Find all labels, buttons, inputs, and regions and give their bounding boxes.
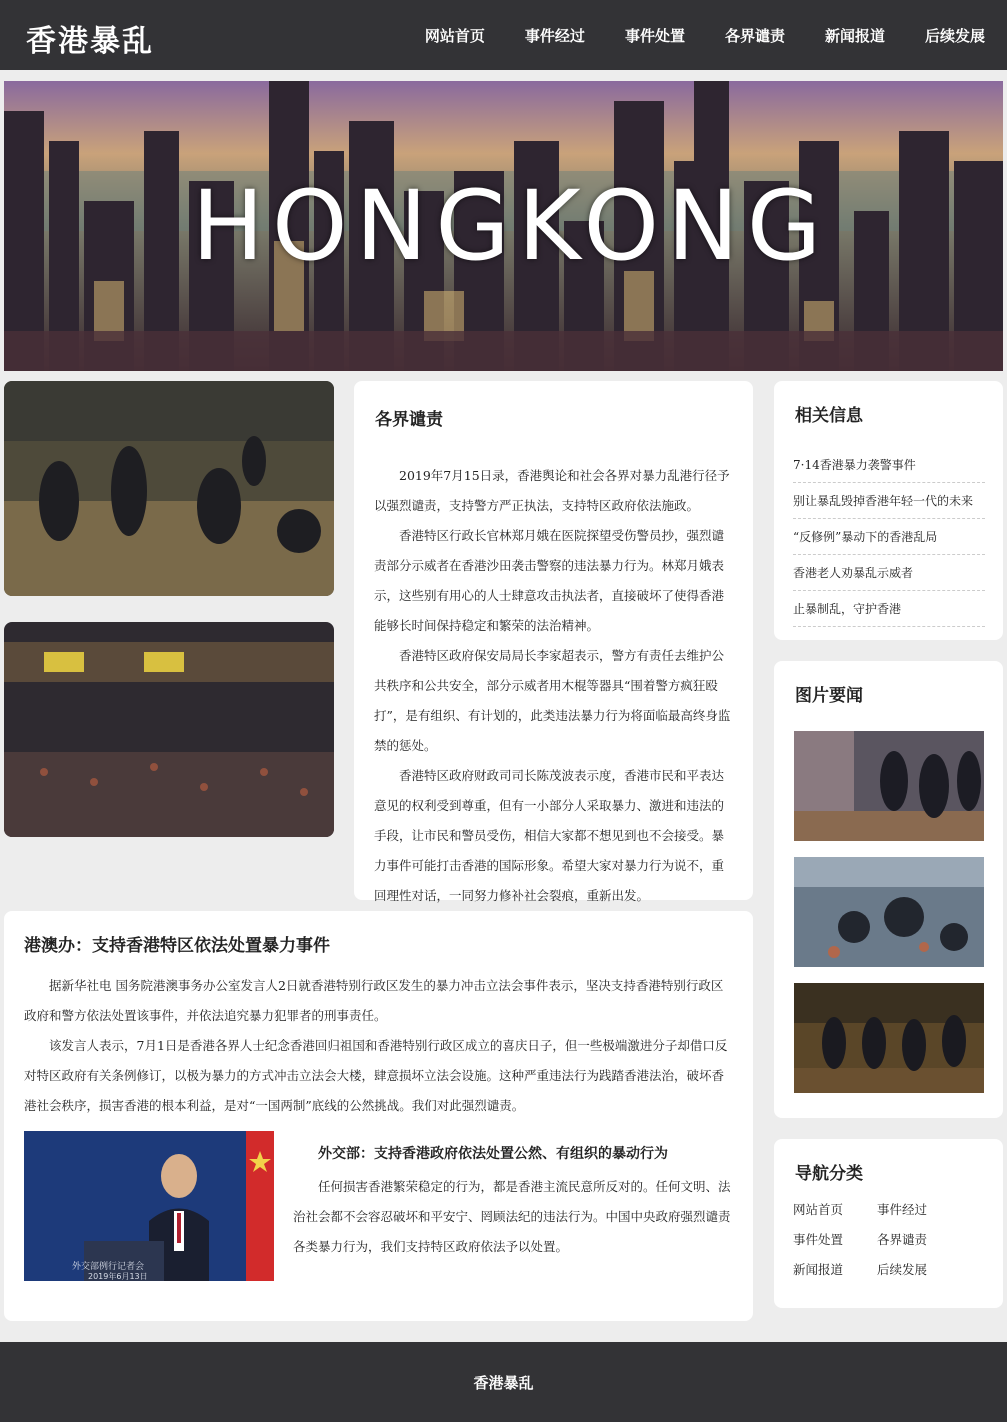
navcat-link-home[interactable]: 网站首页 (793, 1202, 844, 1217)
hkmao-paragraph: 据新华社电 国务院港澳事务办公室发言人2日就香港特别行政区发生的暴力冲击立法会事件表示，坚决支持香港特别行政区政府和警方依法处置该事件，并依法追究暴力犯罪者的刑事责任。 (24, 978, 724, 1023)
site-logo[interactable]: 香港暴乱 (26, 24, 154, 59)
related-item[interactable]: 别让暴乱毁掉香港年轻一代的未来 (793, 483, 985, 519)
navcat-link-handling[interactable]: 事件处置 (793, 1232, 844, 1247)
mfa-body (293, 1172, 733, 1262)
photo-caption: 外交部例行记者会 (72, 1262, 145, 1272)
site-header (0, 0, 1007, 70)
navcat-link-events[interactable]: 事件经过 (877, 1202, 928, 1217)
condemn-card (354, 381, 753, 903)
mfa-paragraph: 任何损害香港繁荣稳定的行为，都是香港主流民意所反对的。任何文明、法治社会都不会容忍破坏和平安宁、罔顾法纪的违法行为。中国中央政府强烈谴责各类暴力行为，我们支持特区政府依法予以处置。 (293, 1179, 731, 1254)
hkmao-body (24, 971, 734, 1121)
navcat-links (793, 1201, 973, 1279)
related-item[interactable]: 7·14香港暴力袭警事件 (793, 447, 985, 483)
picture-news-thumb[interactable] (794, 857, 984, 967)
footer-text: 香港暴乱 (473, 1373, 534, 1392)
site-footer (0, 1342, 1007, 1422)
nav-home[interactable]: 网站首页 (424, 26, 485, 45)
hkmao-paragraph: 该发言人表示，7月1日是香港各界人士纪念香港回归祖国和香港特别行政区成立的喜庆日子，但一些极端激进分子却借口反对特区政府有关条例修订，以极为暴力的方式冲击立法会大楼，肆意损坏立法会设施。这种严重违法行为践踏香港法治，破坏香港社会秩序，损害香港的根本利益，是对“一国两制”底线的公然挑战。我们对此强烈谴责。 (24, 1038, 728, 1113)
nav-condemn[interactable]: 各界谴责 (724, 26, 785, 45)
navcat-card (774, 1139, 1003, 1308)
nav-followup[interactable]: 后续发展 (924, 26, 985, 45)
navcat-link-news[interactable]: 新闻报道 (793, 1262, 844, 1277)
related-item[interactable]: 香港老人劝暴乱示威者 (793, 555, 985, 591)
related-card (774, 381, 1003, 640)
condemn-body (374, 461, 734, 911)
condemn-paragraph: 香港特区政府财政司司长陈茂波表示度，香港市民和平表达意见的权利受到尊重，但有一小部分人采取暴力、激进和违法的手段，让市民和警员受伤，相信大家都不想见到也不会接受。暴力事件可能打击香港的国际形象。希望大家对暴力行为说不，重回理性对话，一同努力修补社会裂痕，重新出发。 (374, 768, 725, 903)
main-nav (385, 0, 985, 70)
condemn-paragraph: 香港特区政府保安局局长李家超表示，警方有责任去维护公共秩序和公共安全，部分示威者用木棍等器具“围着警方疯狂殴打”，是有组织、有计划的，此类违法暴力行为将面临最高终身监禁的惩处。 (374, 648, 731, 753)
condemn-paragraph: 香港特区行政长官林郑月娥在医院探望受伤警员抄，强烈谴责部分示威者在香港沙田袭击警察的违法暴力行为。林郑月娥表示，这些别有用心的人士肆意攻击执法者，直接破坏了使得香港能够长时间保持稳定和繁荣的法治精神。 (374, 528, 725, 633)
hkmao-title: 港澳办：支持香港特区依法处置暴力事件 (24, 936, 330, 956)
spokesperson-photo (24, 1131, 274, 1281)
picture-news-thumb[interactable] (794, 731, 984, 841)
hkmao-card (4, 911, 753, 1321)
pictures-card (774, 661, 1003, 1118)
condemn-paragraph: 2019年7月15日录，香港舆论和社会各界对暴力乱港行径予以强烈谴责，支持警方严正执法，支持特区政府依法施政。 (374, 468, 730, 513)
navcat-title: 导航分类 (795, 1164, 863, 1184)
riot-street-photo (4, 381, 334, 596)
navcat-link-condemn[interactable]: 各界谴责 (877, 1232, 928, 1247)
related-item[interactable]: “反修例”暴动下的香港乱局 (793, 519, 985, 555)
riot-crowd-photo (4, 622, 334, 837)
pictures-title: 图片要闻 (795, 686, 863, 706)
nav-events[interactable]: 事件经过 (524, 26, 585, 45)
related-item[interactable]: 止暴制乱，守护香港 (793, 591, 985, 627)
related-list (793, 447, 985, 627)
photo-caption-date: 2019年6月13日 (88, 1272, 148, 1281)
related-title: 相关信息 (795, 406, 863, 426)
banner-title: HONGKONG (191, 170, 830, 282)
nav-handling[interactable]: 事件处置 (624, 26, 685, 45)
condemn-title: 各界谴责 (375, 410, 443, 430)
picture-news-thumb[interactable] (794, 983, 984, 1093)
hero-banner (4, 81, 1003, 371)
mfa-subtitle: 外交部：支持香港政府依法处置公然、有组织的暴动行为 (318, 1146, 668, 1162)
nav-news[interactable]: 新闻报道 (824, 26, 885, 45)
navcat-link-followup[interactable]: 后续发展 (877, 1262, 928, 1277)
